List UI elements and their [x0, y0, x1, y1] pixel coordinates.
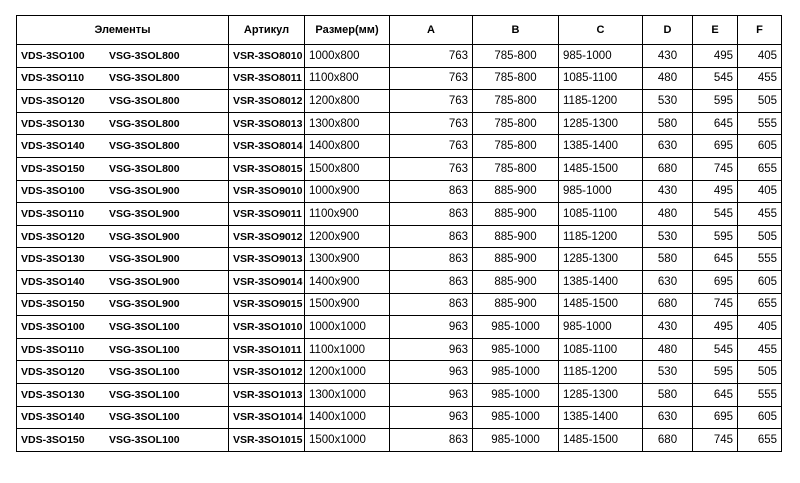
element-door: VDS-3SO140: [21, 140, 85, 153]
article-cell: VSR-3SO8015: [229, 157, 305, 180]
table-row: [17, 112, 782, 135]
table-row: [17, 67, 782, 90]
b-cell: 985-1000: [473, 429, 559, 452]
d-cell: 630: [643, 135, 693, 158]
e-cell: 745: [693, 157, 738, 180]
article-cell: VSR-3SO1014: [229, 406, 305, 429]
b-cell: 785-800: [473, 112, 559, 135]
header-b: B: [473, 16, 559, 45]
e-cell: 695: [693, 406, 738, 429]
element-glass: VSG-3SOL900: [109, 298, 180, 311]
e-cell: 695: [693, 135, 738, 158]
e-cell: 695: [693, 270, 738, 293]
size-cell: 1400x1000: [305, 406, 390, 429]
elements-cell: [17, 338, 229, 361]
f-cell: 555: [738, 248, 782, 271]
size-cell: 1000x1000: [305, 316, 390, 339]
f-cell: 505: [738, 90, 782, 113]
b-cell: 885-900: [473, 270, 559, 293]
table-row: [17, 135, 782, 158]
table-row: [17, 383, 782, 406]
f-cell: 405: [738, 45, 782, 68]
element-glass: VSG-3SOL100: [109, 433, 180, 446]
a-cell: 863: [390, 293, 473, 316]
a-cell: 863: [390, 248, 473, 271]
element-door: VDS-3SO150: [21, 298, 85, 311]
d-cell: 480: [643, 67, 693, 90]
size-cell: 1100x800: [305, 67, 390, 90]
element-glass: VSG-3SOL100: [109, 388, 180, 401]
element-glass: VSG-3SOL100: [109, 411, 180, 424]
table-row: [17, 248, 782, 271]
b-cell: 785-800: [473, 45, 559, 68]
elements-cell: [17, 112, 229, 135]
e-cell: 645: [693, 383, 738, 406]
table-row: [17, 270, 782, 293]
element-door: VDS-3SO150: [21, 433, 85, 446]
table-row: [17, 316, 782, 339]
d-cell: 480: [643, 203, 693, 226]
a-cell: 763: [390, 67, 473, 90]
f-cell: 555: [738, 112, 782, 135]
header-article: Артикул: [229, 16, 305, 45]
header-c: C: [559, 16, 643, 45]
f-cell: 655: [738, 293, 782, 316]
element-door: VDS-3SO120: [21, 230, 85, 243]
f-cell: 405: [738, 316, 782, 339]
b-cell: 985-1000: [473, 316, 559, 339]
table-row: [17, 90, 782, 113]
table-row: [17, 293, 782, 316]
header-a: A: [390, 16, 473, 45]
article-cell: VSR-3SO8014: [229, 135, 305, 158]
table-row: [17, 45, 782, 68]
f-cell: 655: [738, 157, 782, 180]
a-cell: 863: [390, 429, 473, 452]
table-row: [17, 406, 782, 429]
d-cell: 580: [643, 383, 693, 406]
d-cell: 530: [643, 361, 693, 384]
b-cell: 785-800: [473, 157, 559, 180]
d-cell: 630: [643, 270, 693, 293]
element-glass: VSG-3SOL800: [109, 72, 180, 85]
d-cell: 530: [643, 225, 693, 248]
header-e: E: [693, 16, 738, 45]
elements-cell: [17, 203, 229, 226]
header-elements: Элементы: [17, 16, 229, 45]
a-cell: 963: [390, 406, 473, 429]
a-cell: 863: [390, 270, 473, 293]
d-cell: 430: [643, 45, 693, 68]
element-door: VDS-3SO140: [21, 411, 85, 424]
c-cell: 1385-1400: [559, 270, 643, 293]
element-glass: VSG-3SOL900: [109, 230, 180, 243]
article-cell: VSR-3SO1015: [229, 429, 305, 452]
table-row: [17, 361, 782, 384]
article-cell: VSR-3SO1012: [229, 361, 305, 384]
article-cell: VSR-3SO1011: [229, 338, 305, 361]
b-cell: 785-800: [473, 67, 559, 90]
element-door: VDS-3SO100: [21, 49, 85, 62]
article-cell: VSR-3SO9011: [229, 203, 305, 226]
article-cell: VSR-3SO8012: [229, 90, 305, 113]
a-cell: 963: [390, 316, 473, 339]
element-glass: VSG-3SOL100: [109, 343, 180, 356]
article-cell: VSR-3SO1010: [229, 316, 305, 339]
article-cell: VSR-3SO9013: [229, 248, 305, 271]
a-cell: 763: [390, 90, 473, 113]
article-cell: VSR-3SO9012: [229, 225, 305, 248]
elements-cell: [17, 293, 229, 316]
elements-cell: [17, 270, 229, 293]
element-glass: VSG-3SOL900: [109, 185, 180, 198]
article-cell: VSR-3SO1013: [229, 383, 305, 406]
size-cell: 1300x800: [305, 112, 390, 135]
c-cell: 1085-1100: [559, 67, 643, 90]
element-door: VDS-3SO150: [21, 162, 85, 175]
size-cell: 1000x800: [305, 45, 390, 68]
e-cell: 495: [693, 180, 738, 203]
header-d: D: [643, 16, 693, 45]
element-glass: VSG-3SOL800: [109, 117, 180, 130]
element-glass: VSG-3SOL800: [109, 162, 180, 175]
header-size: Размер(мм): [305, 16, 390, 45]
element-door: VDS-3SO130: [21, 388, 85, 401]
element-glass: VSG-3SOL800: [109, 140, 180, 153]
a-cell: 763: [390, 45, 473, 68]
a-cell: 863: [390, 203, 473, 226]
c-cell: 1085-1100: [559, 338, 643, 361]
elements-cell: [17, 248, 229, 271]
element-glass: VSG-3SOL100: [109, 366, 180, 379]
elements-cell: [17, 135, 229, 158]
f-cell: 455: [738, 338, 782, 361]
c-cell: 1185-1200: [559, 225, 643, 248]
a-cell: 963: [390, 338, 473, 361]
element-door: VDS-3SO130: [21, 253, 85, 266]
size-cell: 1400x800: [305, 135, 390, 158]
element-door: VDS-3SO130: [21, 117, 85, 130]
element-glass: VSG-3SOL900: [109, 253, 180, 266]
elements-cell: [17, 180, 229, 203]
a-cell: 963: [390, 361, 473, 384]
size-cell: 1100x900: [305, 203, 390, 226]
b-cell: 785-800: [473, 135, 559, 158]
element-door: VDS-3SO120: [21, 94, 85, 107]
elements-cell: [17, 429, 229, 452]
article-cell: VSR-3SO8010: [229, 45, 305, 68]
c-cell: 1285-1300: [559, 248, 643, 271]
elements-cell: [17, 406, 229, 429]
e-cell: 645: [693, 248, 738, 271]
elements-cell: [17, 225, 229, 248]
b-cell: 985-1000: [473, 406, 559, 429]
d-cell: 580: [643, 248, 693, 271]
e-cell: 595: [693, 361, 738, 384]
f-cell: 455: [738, 203, 782, 226]
b-cell: 985-1000: [473, 338, 559, 361]
e-cell: 545: [693, 338, 738, 361]
elements-cell: [17, 157, 229, 180]
f-cell: 605: [738, 270, 782, 293]
c-cell: 1185-1200: [559, 90, 643, 113]
a-cell: 763: [390, 135, 473, 158]
element-door: VDS-3SO110: [21, 72, 85, 85]
e-cell: 495: [693, 316, 738, 339]
f-cell: 605: [738, 135, 782, 158]
elements-cell: [17, 361, 229, 384]
element-door: VDS-3SO120: [21, 366, 85, 379]
d-cell: 680: [643, 429, 693, 452]
b-cell: 885-900: [473, 293, 559, 316]
element-door: VDS-3SO100: [21, 320, 85, 333]
size-cell: 1500x800: [305, 157, 390, 180]
size-cell: 1300x1000: [305, 383, 390, 406]
size-cell: 1500x1000: [305, 429, 390, 452]
article-cell: VSR-3SO9015: [229, 293, 305, 316]
article-cell: VSR-3SO8013: [229, 112, 305, 135]
e-cell: 595: [693, 225, 738, 248]
elements-cell: [17, 383, 229, 406]
element-glass: VSG-3SOL100: [109, 320, 180, 333]
b-cell: 885-900: [473, 248, 559, 271]
c-cell: 1485-1500: [559, 293, 643, 316]
f-cell: 605: [738, 406, 782, 429]
element-door: VDS-3SO100: [21, 185, 85, 198]
size-cell: 1300x900: [305, 248, 390, 271]
c-cell: 1285-1300: [559, 383, 643, 406]
element-glass: VSG-3SOL800: [109, 94, 180, 107]
c-cell: 1285-1300: [559, 112, 643, 135]
f-cell: 505: [738, 225, 782, 248]
elements-cell: [17, 67, 229, 90]
table-row: [17, 203, 782, 226]
element-glass: VSG-3SOL900: [109, 207, 180, 220]
c-cell: 1485-1500: [559, 157, 643, 180]
table-row: [17, 338, 782, 361]
d-cell: 680: [643, 293, 693, 316]
d-cell: 430: [643, 316, 693, 339]
size-cell: 1200x900: [305, 225, 390, 248]
element-door: VDS-3SO110: [21, 343, 85, 356]
spec-table: [16, 15, 782, 452]
f-cell: 455: [738, 67, 782, 90]
size-cell: 1500x900: [305, 293, 390, 316]
header-row: [17, 16, 782, 45]
a-cell: 763: [390, 157, 473, 180]
table-row: [17, 180, 782, 203]
a-cell: 863: [390, 180, 473, 203]
e-cell: 745: [693, 293, 738, 316]
article-cell: VSR-3SO8011: [229, 67, 305, 90]
d-cell: 480: [643, 338, 693, 361]
element-glass: VSG-3SOL800: [109, 49, 180, 62]
elements-cell: [17, 316, 229, 339]
e-cell: 545: [693, 203, 738, 226]
c-cell: 985-1000: [559, 316, 643, 339]
article-cell: VSR-3SO9014: [229, 270, 305, 293]
c-cell: 1085-1100: [559, 203, 643, 226]
table-row: [17, 157, 782, 180]
element-glass: VSG-3SOL900: [109, 275, 180, 288]
e-cell: 545: [693, 67, 738, 90]
b-cell: 985-1000: [473, 383, 559, 406]
article-cell: VSR-3SO9010: [229, 180, 305, 203]
size-cell: 1400x900: [305, 270, 390, 293]
c-cell: 985-1000: [559, 180, 643, 203]
d-cell: 580: [643, 112, 693, 135]
size-cell: 1000x900: [305, 180, 390, 203]
size-cell: 1200x800: [305, 90, 390, 113]
element-door: VDS-3SO110: [21, 207, 85, 220]
a-cell: 963: [390, 383, 473, 406]
element-door: VDS-3SO140: [21, 275, 85, 288]
b-cell: 885-900: [473, 203, 559, 226]
b-cell: 985-1000: [473, 361, 559, 384]
a-cell: 863: [390, 225, 473, 248]
e-cell: 645: [693, 112, 738, 135]
d-cell: 430: [643, 180, 693, 203]
d-cell: 630: [643, 406, 693, 429]
c-cell: 1385-1400: [559, 135, 643, 158]
size-cell: 1100x1000: [305, 338, 390, 361]
e-cell: 745: [693, 429, 738, 452]
table-row: [17, 225, 782, 248]
b-cell: 785-800: [473, 90, 559, 113]
header-f: F: [738, 16, 782, 45]
table-row: [17, 429, 782, 452]
a-cell: 763: [390, 112, 473, 135]
f-cell: 655: [738, 429, 782, 452]
f-cell: 405: [738, 180, 782, 203]
e-cell: 495: [693, 45, 738, 68]
e-cell: 595: [693, 90, 738, 113]
elements-cell: [17, 45, 229, 68]
d-cell: 680: [643, 157, 693, 180]
elements-cell: [17, 90, 229, 113]
f-cell: 505: [738, 361, 782, 384]
b-cell: 885-900: [473, 180, 559, 203]
size-cell: 1200x1000: [305, 361, 390, 384]
c-cell: 1385-1400: [559, 406, 643, 429]
c-cell: 985-1000: [559, 45, 643, 68]
d-cell: 530: [643, 90, 693, 113]
b-cell: 885-900: [473, 225, 559, 248]
c-cell: 1185-1200: [559, 361, 643, 384]
f-cell: 555: [738, 383, 782, 406]
c-cell: 1485-1500: [559, 429, 643, 452]
